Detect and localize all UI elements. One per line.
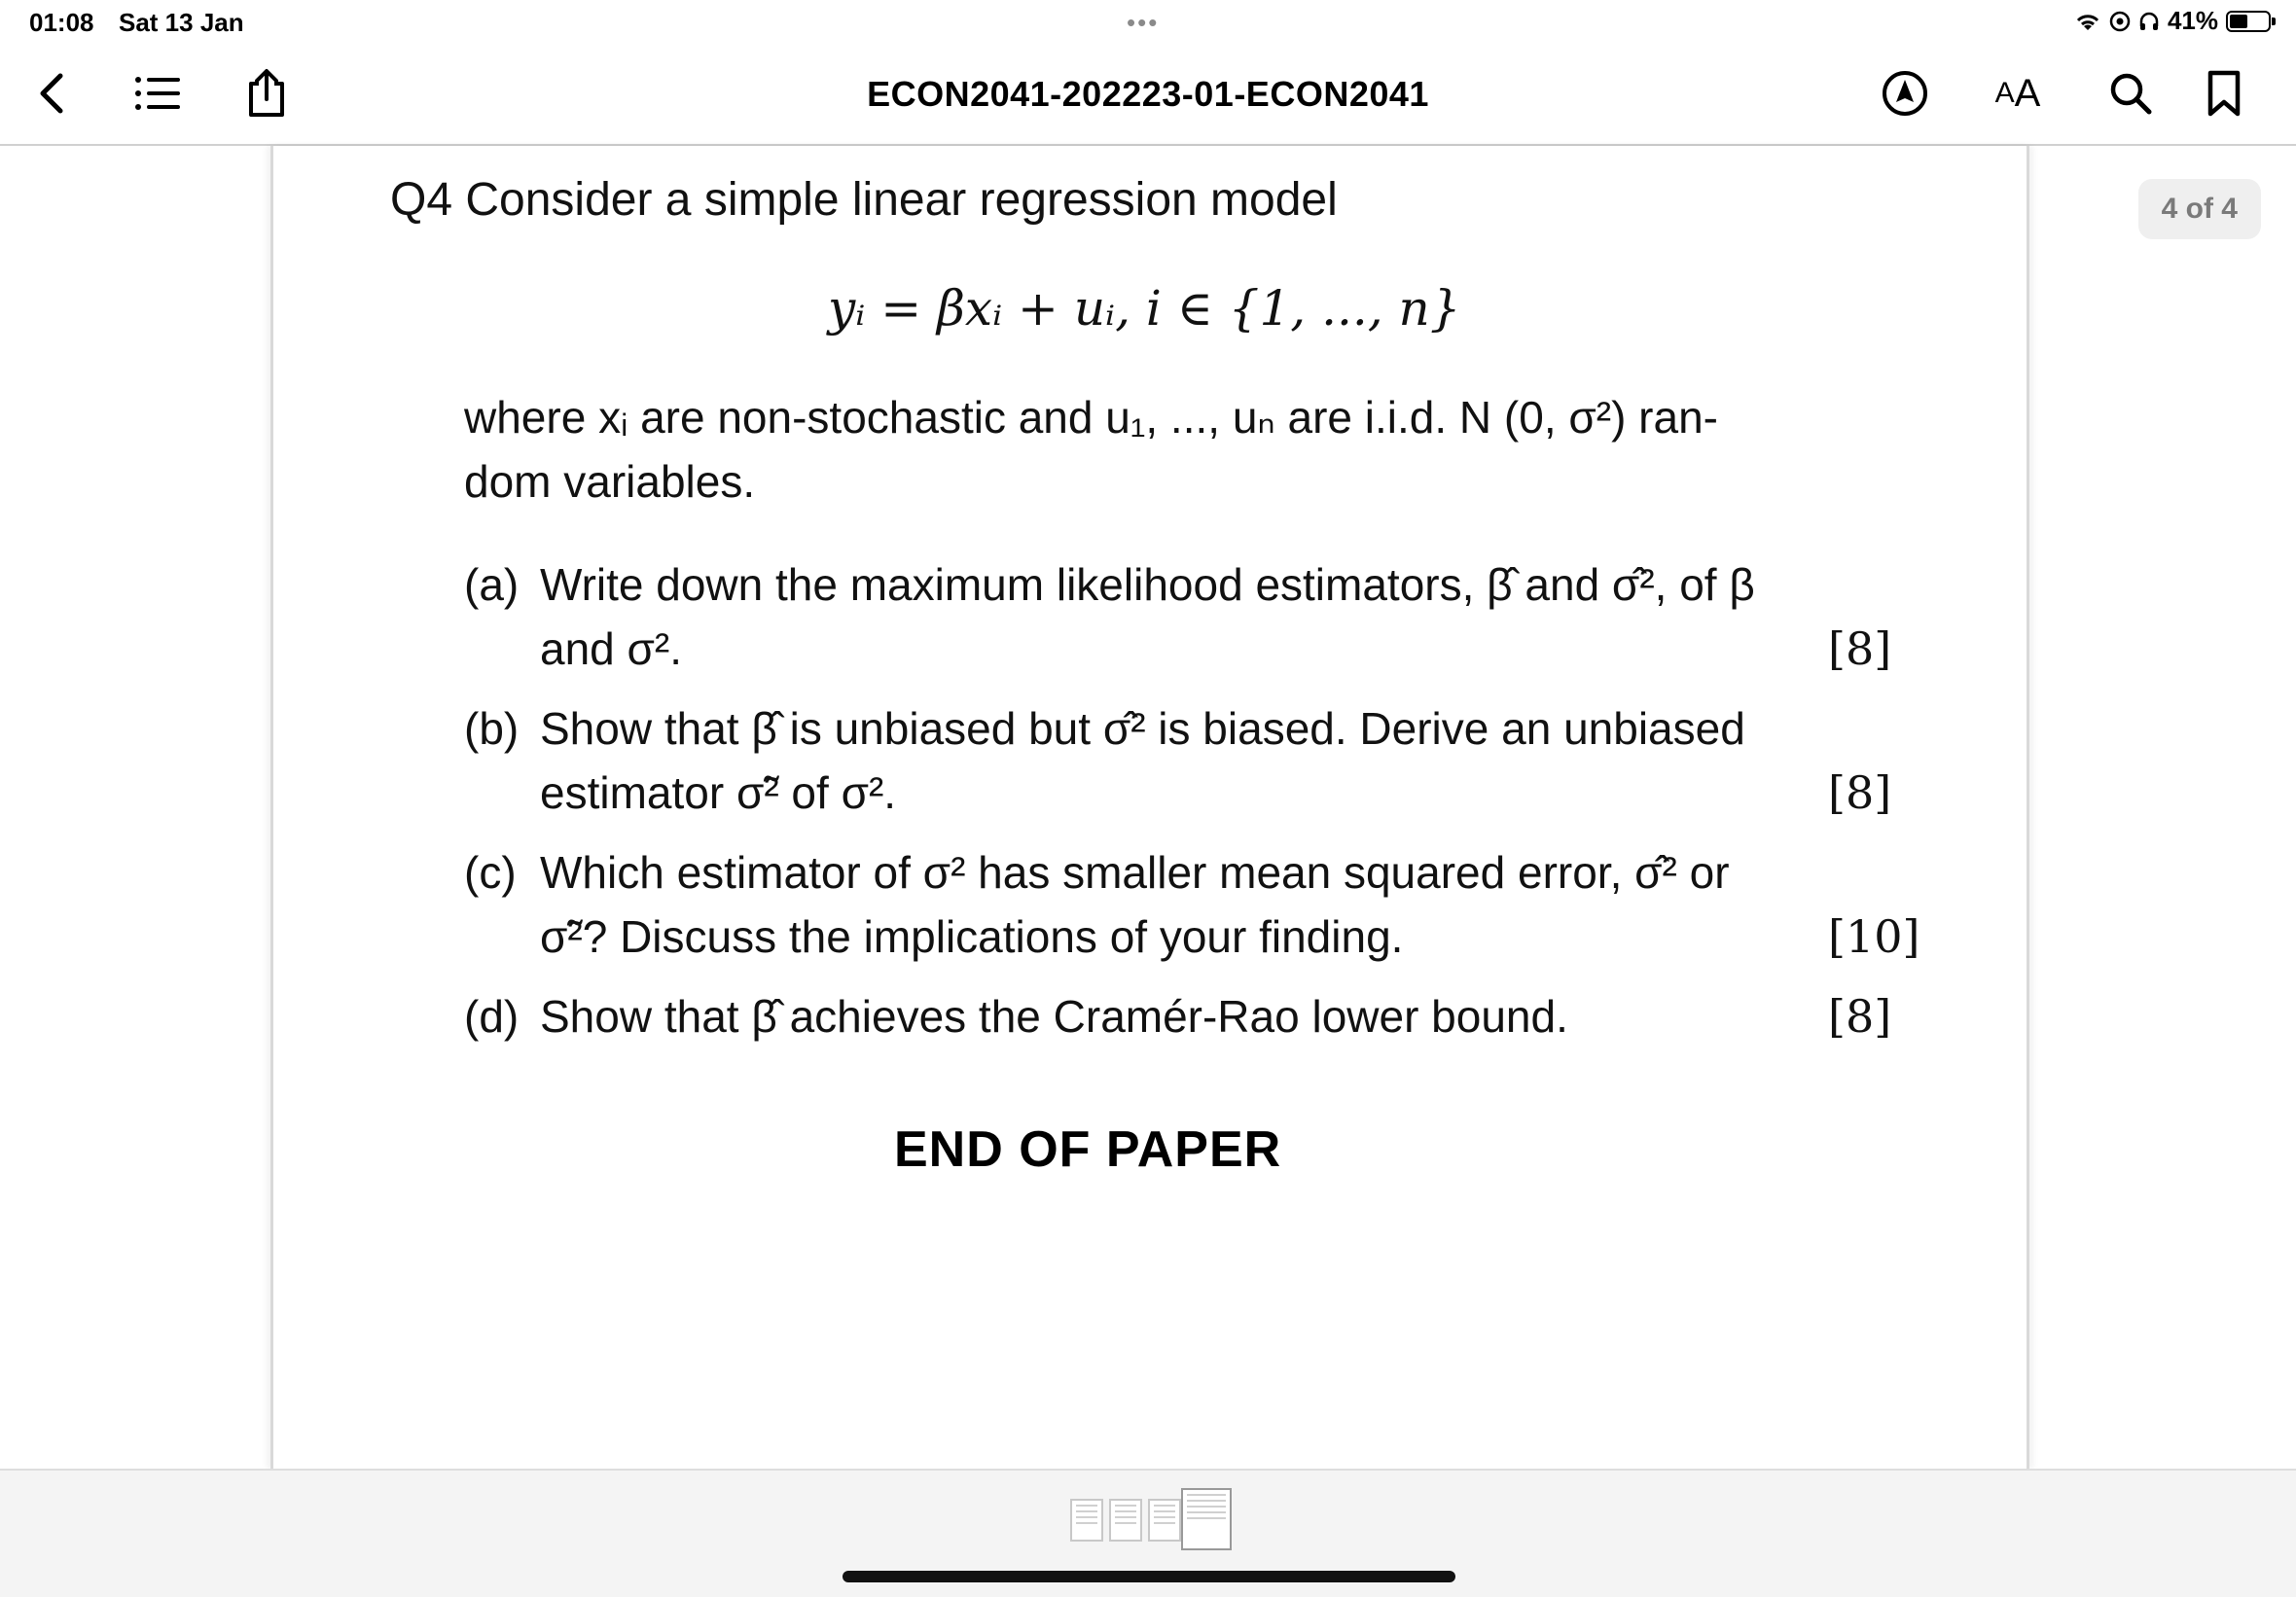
part-text-line1: Write down the maximum likelihood estimators, β̂ and σ̂², of β bbox=[540, 559, 1755, 610]
part-marks: [8] bbox=[1828, 622, 1892, 675]
part-label: (c) bbox=[464, 847, 517, 898]
part-text-line2: and σ². bbox=[540, 623, 683, 674]
battery-percent: 41% bbox=[2167, 6, 2218, 35]
home-indicator[interactable] bbox=[843, 1571, 1455, 1582]
part-marks: [10] bbox=[1828, 910, 1920, 963]
part-text-line1: Show that β̂ is unbiased but σ̂² is biased. Derive an unbiased bbox=[540, 703, 1745, 754]
part-text-line2: σ̃²? Discuss the implications of your finding. bbox=[540, 911, 1404, 962]
headphones-icon bbox=[2138, 11, 2160, 32]
bookmark-icon[interactable] bbox=[2195, 64, 2253, 123]
status-date: Sat 13 Jan bbox=[119, 8, 244, 37]
part-label: (b) bbox=[464, 703, 520, 754]
multitasking-dots-icon[interactable]: ••• bbox=[1127, 8, 1160, 37]
part-marks: [8] bbox=[1828, 766, 1892, 819]
page-thumbnail[interactable] bbox=[1070, 1499, 1103, 1542]
model-equation: yᵢ = βxᵢ + uᵢ, i ∈ {1, ..., n} bbox=[828, 280, 1461, 337]
part-marks: [8] bbox=[1828, 990, 1892, 1043]
status-time: 01:08 bbox=[29, 8, 94, 37]
status-right bbox=[2074, 6, 2271, 36]
status-bar bbox=[0, 0, 2296, 45]
intro-line-1: where xᵢ are non-stochastic and u₁, ..., uₙ are i.i.d. N (0, σ²) ran- bbox=[464, 392, 1718, 443]
page-indicator: 4 of 4 bbox=[2138, 179, 2261, 239]
document-title: ECON2041-202223-01-ECON2041 bbox=[867, 74, 1429, 114]
search-icon[interactable] bbox=[2101, 64, 2160, 123]
intro-line-2: dom variables. bbox=[464, 456, 756, 507]
document-viewer[interactable] bbox=[0, 146, 2296, 1469]
part-label: (d) bbox=[464, 991, 520, 1042]
battery-icon bbox=[2226, 11, 2271, 32]
wifi-icon bbox=[2074, 11, 2101, 32]
part-text-line2: estimator σ̃² of σ². bbox=[540, 767, 897, 818]
page-thumbnail[interactable] bbox=[1109, 1499, 1142, 1542]
text-size-icon[interactable]: A A bbox=[1994, 71, 2041, 115]
part-label: (a) bbox=[464, 559, 520, 610]
reader-toolbar bbox=[0, 45, 2296, 146]
part-text-line1: Which estimator of σ² has smaller mean squared error, σ̂² or bbox=[540, 847, 1730, 898]
end-of-paper: END OF PAPER bbox=[894, 1121, 1282, 1178]
page-thumbnail-current[interactable] bbox=[1181, 1488, 1232, 1550]
part-text-line1: Show that β̂ achieves the Cramér-Rao lower bound. bbox=[540, 991, 1568, 1042]
at-sign-icon bbox=[2109, 11, 2131, 32]
page-thumbnail[interactable] bbox=[1148, 1499, 1181, 1542]
question-heading: Q4 Consider a simple linear regression model bbox=[390, 174, 1338, 226]
markup-pen-icon[interactable] bbox=[1876, 64, 1934, 123]
pdf-page bbox=[270, 146, 2029, 1469]
